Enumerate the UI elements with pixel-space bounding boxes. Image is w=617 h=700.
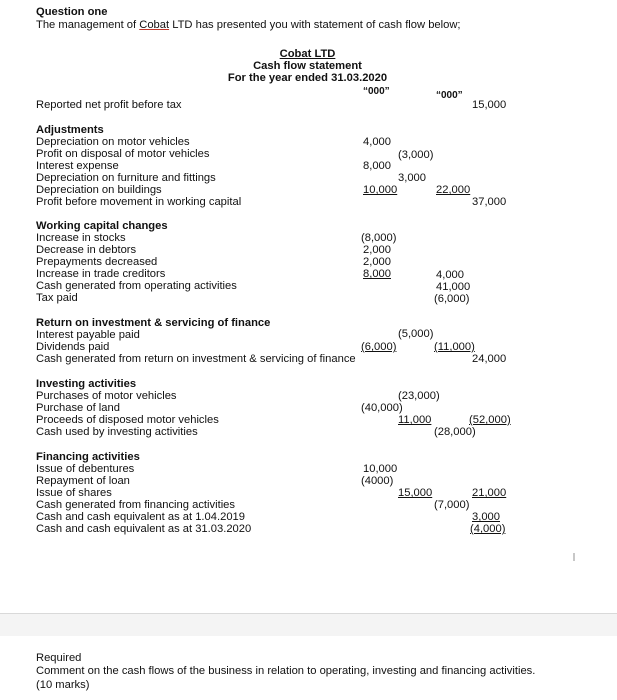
wc-item: Increase in stocks [36,232,126,244]
financing-item: Issue of shares [36,487,112,499]
wc-item: Prepayments decreased [36,256,158,268]
motor-vehicles-value: (23,000) [398,390,440,402]
statement-period: For the year ended 31.03.2020 [227,72,388,84]
opening-cash-value: 3,000 [472,511,500,523]
returns-item: Dividends paid [36,341,110,353]
investing-item: Proceeds of disposed motor vehicles [36,414,219,426]
interest-value: 8,000 [363,160,391,172]
wc-item: Increase in trade creditors [36,268,166,280]
returns-total-value: (11,000) [434,341,475,353]
prepayments-value: 2,000 [363,256,391,268]
wc-total-value: 4,000 [436,269,464,281]
returns-heading: Return on investment & servicing of finance [36,317,271,329]
intro-after: LTD has presented you with statement of cash flow below; [169,19,461,31]
marks-text: (10 marks) [36,679,90,691]
investing-item: Purchase of land [36,402,120,414]
dep-motor-value: 4,000 [363,136,391,148]
financing-item: Issue of debentures [36,463,135,475]
adjustments-heading: Adjustments [36,124,104,136]
wc-item: Cash generated from operating activities [36,280,237,292]
stocks-value: (8,000) [361,232,397,244]
intro-before: The management of [36,19,140,31]
financing-total-value: 21,000 [472,487,507,499]
creditors-value: 8,000 [363,268,391,280]
instruction-text: Comment on the cash flows of the business in relation to operating, investing and financing activities. [36,665,536,677]
reported-profit-value: 15,000 [472,99,507,111]
closing-cash-value: (4,000) [470,523,506,535]
company-name: Cobat LTD [279,48,336,60]
reported-profit-label: Reported net profit before tax [36,99,182,111]
statement-title: Cash flow statement [253,60,362,72]
financing-heading: Financing activities [36,451,140,463]
dividends-value: (6,000) [361,341,397,353]
profit-disposal-value: (3,000) [398,149,434,161]
unit-col1: “000” [363,86,390,97]
debentures-value: 10,000 [363,463,398,475]
adj-item: Profit on disposal of motor vehicles [36,148,210,160]
returns-item: Interest payable paid [36,329,140,341]
adj-item: Depreciation on motor vehicles [36,136,190,148]
financing-item: Cash generated from financing activities [36,499,235,511]
investing-item: Cash used by investing activities [36,426,198,438]
cash-operating-value: 41,000 [436,281,471,293]
adj-item: Depreciation on buildings [36,184,162,196]
investing-total-value: (52,000) [469,414,511,426]
financing-item: Cash and cash equivalent as at 1.04.2019 [36,511,245,523]
dep-furniture-value: 3,000 [398,172,426,184]
wc-item: Tax paid [36,292,78,304]
financing-item: Repayment of loan [36,475,130,487]
adj-item: Interest expense [36,160,119,172]
investing-item: Purchases of motor vehicles [36,390,177,402]
proceeds-value: 11,000 [398,414,432,426]
loan-repayment-value: (4000) [361,475,394,487]
returns-item: Cash generated from return on investment & servicing of finance [36,353,356,365]
adj-item: Depreciation on furniture and fittings [36,172,216,184]
intro-company: Cobat [139,19,170,31]
dep-buildings-value: 10,000 [363,184,398,196]
page-gap [0,614,617,636]
investing-running-total: (28,000) [434,426,476,438]
page-mark [573,553,575,561]
financing-item: Cash and cash equivalent as at 31.03.2020 [36,523,252,535]
adjust-total-value: 22,000 [436,184,471,196]
investing-heading: Investing activities [36,378,137,390]
shares-value: 15,000 [398,487,433,499]
wc-item: Decrease in debtors [36,244,137,256]
unit-col2: “000” [436,90,463,101]
wc-heading: Working capital changes [36,220,168,232]
net-change-value: (7,000) [434,499,470,511]
adj-item: Profit before movement in working capital [36,196,242,208]
question-title: Question one [36,6,108,18]
land-value: (40,000) [361,402,403,414]
interest-paid-value: (5,000) [398,328,434,340]
returns-running-total: 24,000 [472,353,507,365]
tax-paid-value: (6,000) [434,293,470,305]
intro-text [36,19,461,32]
debtors-value: 2,000 [363,244,391,256]
profit-before-wc-value: 37,000 [472,196,507,208]
required-heading: Required [36,652,82,664]
